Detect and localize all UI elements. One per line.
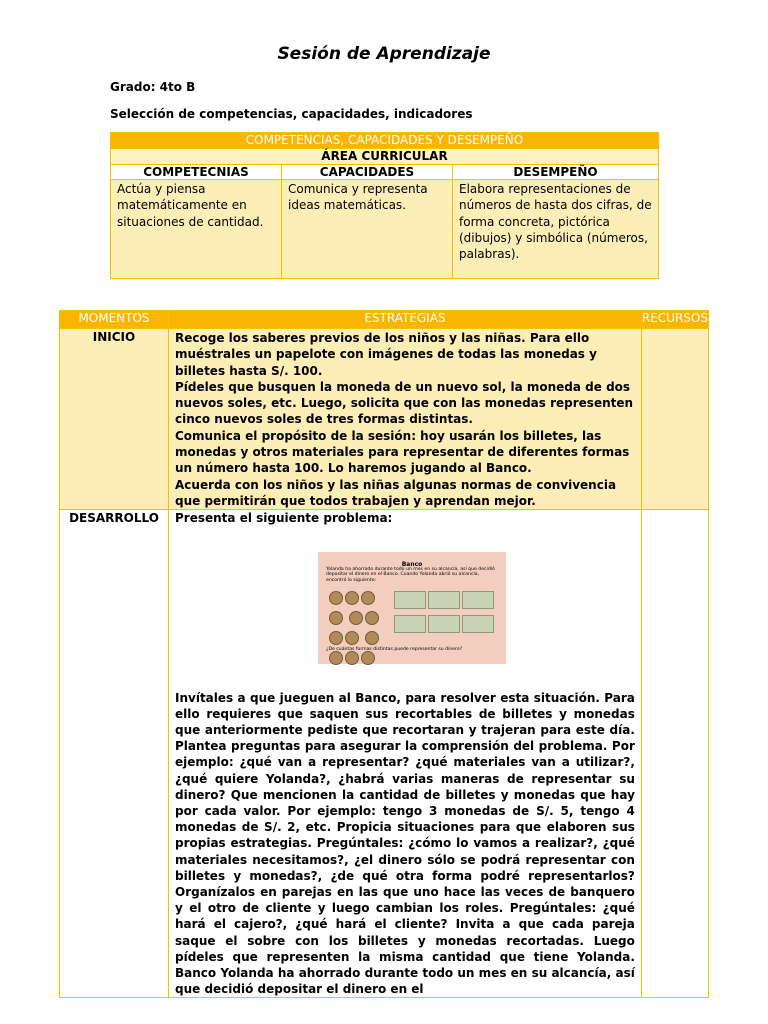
inicio-paragraph: Comunica el propósito de la sesión: hoy usarán los billetes, las monedas y otros materiales para representar de diferentes formas un número hasta 100. Lo haremos jugando al Banco. bbox=[175, 428, 630, 476]
momento-inicio: INICIO bbox=[60, 329, 169, 510]
figure-text: Yolanda ha ahorrado durante todo un mes en su alcancía, así que decidió depositar el dinero en el Banco. Cuando Yolanda abrió su alcancía, encontró lo siguiente: bbox=[326, 566, 495, 584]
inicio-paragraph: Recoge los saberes previos de los niños y las niñas. Para ello muéstrales un papelote con imágenes de todas las monedas y billetes hasta S/. 100. bbox=[175, 331, 597, 378]
competencias-header: COMPETENCIAS, CAPACIDADES Y DESEMPEÑO bbox=[111, 133, 659, 149]
desarrollo-text: Invítales a que jueguen al Banco, para resolver esta situación. Para ello requieres que saquen sus recortables de billetes y monedas que anteriormente pediste que recortaran y trajeran para este día. Plantea preguntas para asegurar la comprensión del problema. Por ejemplo: ¿qué van a representar? ¿qué materiales van a utilizar?, ¿qué quiere Yolanda?, ¿habrá varias maneras de representar su dinero? Que mencionen la cantidad de billetes y monedas que hay por cada valor. Por ejemplo: tengo 3 monedas de S/. 5, tengo 4 monedas de S/. 2, etc. Propicia situaciones para que elaboren sus propias estrategias. Pregúntales: ¿cómo lo vamos a realizar?, ¿qué materiales necesitamos?, ¿el dinero sólo se podrá representar con billetes y monedas?, ¿de qué otra forma podré representarlos? Organízalos en parejas en las que uno hace las veces de banquero y el otro de cliente y luego cambian los roles. Pregúntales: ¿qué hará el cajero?, ¿qué hará el cliente? Invita a que cada pareja saque el sobre con los billetes y monedas recortadas. Luego pídeles que representen la misma cantidad que tiene Yolanda. Banco Yolanda ha ahorrado durante todo un mes en su alcancía, así que decidió depositar el dinero en el bbox=[175, 690, 635, 997]
inicio-recursos bbox=[641, 329, 708, 510]
competencias-table bbox=[110, 132, 659, 279]
banco-problem-image bbox=[318, 552, 506, 664]
page-title: Sesión de Aprendizaje bbox=[277, 44, 491, 64]
col-recursos: RECURSOS bbox=[641, 311, 708, 329]
col-momentos: MOMENTOS bbox=[60, 311, 169, 329]
figure-question: ¿De cuántas formas distintas puede representar su dinero? bbox=[326, 647, 463, 653]
inicio-paragraph: Pídeles que busquen la moneda de un nuevo sol, la moneda de dos nuevos soles, etc. Luego, solicita que con las monedas representen cinco nuevos soles de tres formas distintas. bbox=[175, 379, 634, 427]
col-estrategias: ESTRATEGIAS bbox=[169, 311, 642, 329]
bills-illustration bbox=[393, 590, 498, 640]
grado-label: Grado: 4to B bbox=[110, 80, 196, 94]
inicio-estrategias bbox=[169, 329, 642, 510]
area-curricular-label: ÁREA CURRICULAR bbox=[111, 149, 659, 165]
figure-title: Banco bbox=[401, 560, 423, 568]
desarrollo-recursos bbox=[641, 510, 708, 998]
desempeno-cell: Elabora representaciones de números de hasta dos cifras, de forma concreta, pictórica (dibujos) y simbólica (números, palabras). bbox=[453, 180, 659, 279]
inicio-paragraph: Acuerda con los niños y las niñas algunas normas de convivencia que permitirán que todos trabajen y aprendan mejor. bbox=[175, 477, 617, 508]
momentos-table bbox=[59, 310, 709, 998]
desarrollo-estrategias bbox=[169, 510, 642, 998]
momento-desarrollo: DESARROLLO bbox=[60, 510, 169, 998]
seleccion-label: Selección de competencias, capacidades, indicadores bbox=[110, 107, 473, 121]
col-desempeno: DESEMPEÑO bbox=[453, 165, 659, 180]
desarrollo-intro: Presenta el siguiente problema: bbox=[175, 511, 393, 526]
col-competencias: COMPETECNIAS bbox=[111, 165, 282, 180]
col-capacidades: CAPACIDADES bbox=[282, 165, 453, 180]
capacidad-cell: Comunica y representa ideas matemáticas. bbox=[282, 180, 453, 279]
coins-illustration bbox=[328, 590, 388, 640]
competencia-cell: Actúa y piensa matemáticamente en situaciones de cantidad. bbox=[111, 180, 282, 279]
